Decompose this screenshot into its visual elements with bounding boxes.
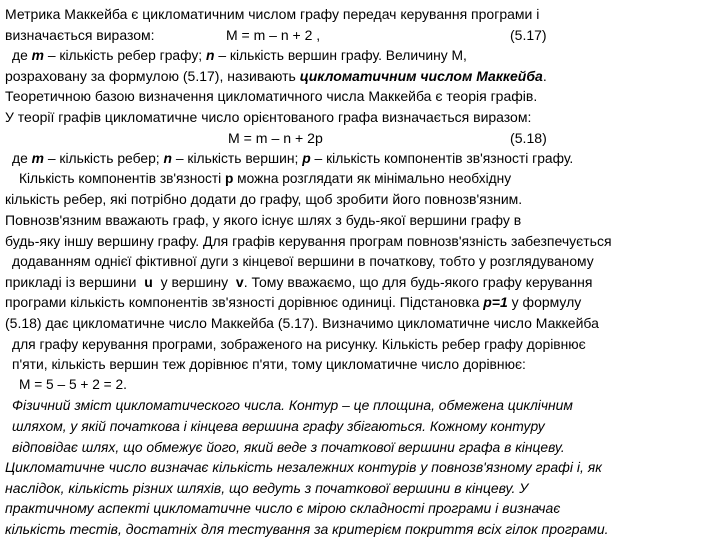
var-p: p bbox=[224, 170, 234, 186]
word: . bbox=[542, 67, 547, 84]
text-line-26-clipped bbox=[5, 519, 720, 539]
line-text: наслідок, кількість різних шляхів, що ведуть з початкової вершини в кінцеву. У bbox=[5, 479, 529, 496]
line-text: визначається виразом: bbox=[5, 26, 155, 43]
word: . Тому вважаємо, що для будь-якого графу керування bbox=[243, 273, 593, 290]
text-line-19 bbox=[19, 375, 720, 395]
word: у формулу bbox=[511, 294, 582, 311]
term-cyclomatic-number: цикломатичним числом Маккейба bbox=[299, 67, 543, 84]
text-line-10 bbox=[5, 189, 720, 209]
line-text: кількість тестів, достатніх для тестування за критерієм покриття всіх гілок програми. bbox=[5, 521, 609, 537]
line-text: п'яти, кількість вершин теж дорівнює п'яти, тому цикломатичне число дорівнює: bbox=[12, 356, 526, 373]
line-text: додаванням однієї фіктивної дуги з кінцевої вершини в початкову, тобто у розглядуваному bbox=[12, 253, 594, 270]
word: можна розглядати як мінімально необхідну bbox=[237, 170, 512, 186]
text-line-13 bbox=[12, 251, 720, 271]
word: – кількість ребер графу; bbox=[47, 47, 203, 64]
formula-5-18: M = m – n + 2p bbox=[228, 129, 323, 146]
text-line-6 bbox=[5, 107, 720, 127]
line-text: Теоретичною базою визначення цикломатичного числа Маккейба є теорія графів. bbox=[5, 88, 538, 105]
p-equals-1: p=1 bbox=[483, 294, 508, 311]
var-n: n bbox=[206, 47, 215, 64]
text-line-12 bbox=[5, 231, 720, 251]
word: прикладі із вершини bbox=[5, 273, 137, 290]
equation-number: (5.18) bbox=[510, 129, 547, 146]
text-line-25 bbox=[5, 498, 720, 518]
text-line-15 bbox=[5, 292, 720, 312]
text-line-21 bbox=[12, 416, 720, 436]
text-line-4 bbox=[5, 66, 720, 86]
line-text: будь-яку іншу вершину графу. Для графів керування програм повнозв'язність забезпечується bbox=[5, 232, 612, 249]
var-v: v bbox=[235, 273, 244, 290]
text-line-7 bbox=[0, 128, 720, 148]
text-line-9 bbox=[19, 169, 720, 189]
line-text: Фізичний зміст цикломатического числа. Контур – це площина, обмежена циклічним bbox=[12, 397, 573, 414]
word: – кількість компонентів зв'язності графу. bbox=[314, 150, 574, 167]
text-line-16 bbox=[5, 313, 720, 333]
word: де bbox=[12, 150, 28, 167]
word: розраховану за формулою (5.17), називають bbox=[5, 67, 296, 84]
text-line-23 bbox=[5, 457, 720, 477]
word: – кількість ребер; bbox=[47, 150, 160, 167]
line-text: Цикломатичне число визначає кількість незалежних контурів у повнозв'язному графі і, як bbox=[5, 459, 602, 476]
text-line-17 bbox=[12, 334, 720, 354]
var-n: n bbox=[163, 150, 172, 167]
text-line-3 bbox=[12, 45, 720, 65]
word: – кількість вершин; bbox=[175, 150, 299, 167]
var-m: m bbox=[31, 150, 44, 167]
line-text: (5.18) дає цикломатичне число Маккейба (5.17). Визначимо цикломатичне число Маккейба bbox=[5, 315, 599, 331]
text-line-24 bbox=[5, 478, 720, 498]
text-line-14 bbox=[5, 272, 720, 292]
equation-number: (5.17) bbox=[510, 26, 547, 43]
var-u: u bbox=[144, 273, 153, 290]
text-line-18 bbox=[12, 354, 720, 374]
text-line-8 bbox=[12, 148, 720, 168]
word: де bbox=[12, 47, 28, 64]
line-text: Повнозв'язним вважають граф, у якого існує шлях з будь-якої вершини графу в bbox=[5, 212, 522, 228]
formula-5-17: M = m – n + 2 , bbox=[226, 26, 321, 43]
word: програми кількість компонентів зв'язності дорівнює одиниці. Підстановка bbox=[5, 294, 480, 311]
line-text: відповідає шлях, що обмежує його, який веде з початкової вершини графа в кінцеву. bbox=[12, 438, 565, 455]
text-line-5 bbox=[5, 86, 720, 106]
text-line-11 bbox=[5, 210, 720, 230]
text-line-2 bbox=[5, 25, 720, 45]
line-text: для графу керування програми, зображеного на рисунку. Кількість ребер графу дорівнює bbox=[12, 335, 586, 352]
var-p: p bbox=[302, 150, 311, 167]
word: у вершину bbox=[160, 273, 229, 290]
result-formula: M = 5 – 5 + 2 = 2. bbox=[19, 376, 127, 392]
word: – кількість вершин графу. Величину М, bbox=[218, 47, 467, 64]
line-text: У теорії графів цикломатичне число орієнтованого графа визначається виразом: bbox=[5, 109, 532, 125]
line-text: кількість ребер, які потрібно додати до графу, щоб зробити його повнозв'язним. bbox=[5, 191, 523, 208]
var-m: m bbox=[31, 47, 44, 64]
text-line-22 bbox=[12, 437, 720, 457]
text-line-1 bbox=[5, 4, 720, 24]
line-text: Метрика Маккейба є цикломатичним числом графу передач керування програми і bbox=[5, 6, 540, 22]
line-text: практичному аспекті цикломатичне число є мірою складності програми і визначає bbox=[5, 500, 561, 517]
text-line-20 bbox=[12, 395, 720, 415]
word: Кількість компонентів зв'язності bbox=[19, 170, 222, 186]
line-text: шляхом, у якій початкова і кінцева вершина графу збігаються. Кожному контуру bbox=[12, 418, 545, 434]
